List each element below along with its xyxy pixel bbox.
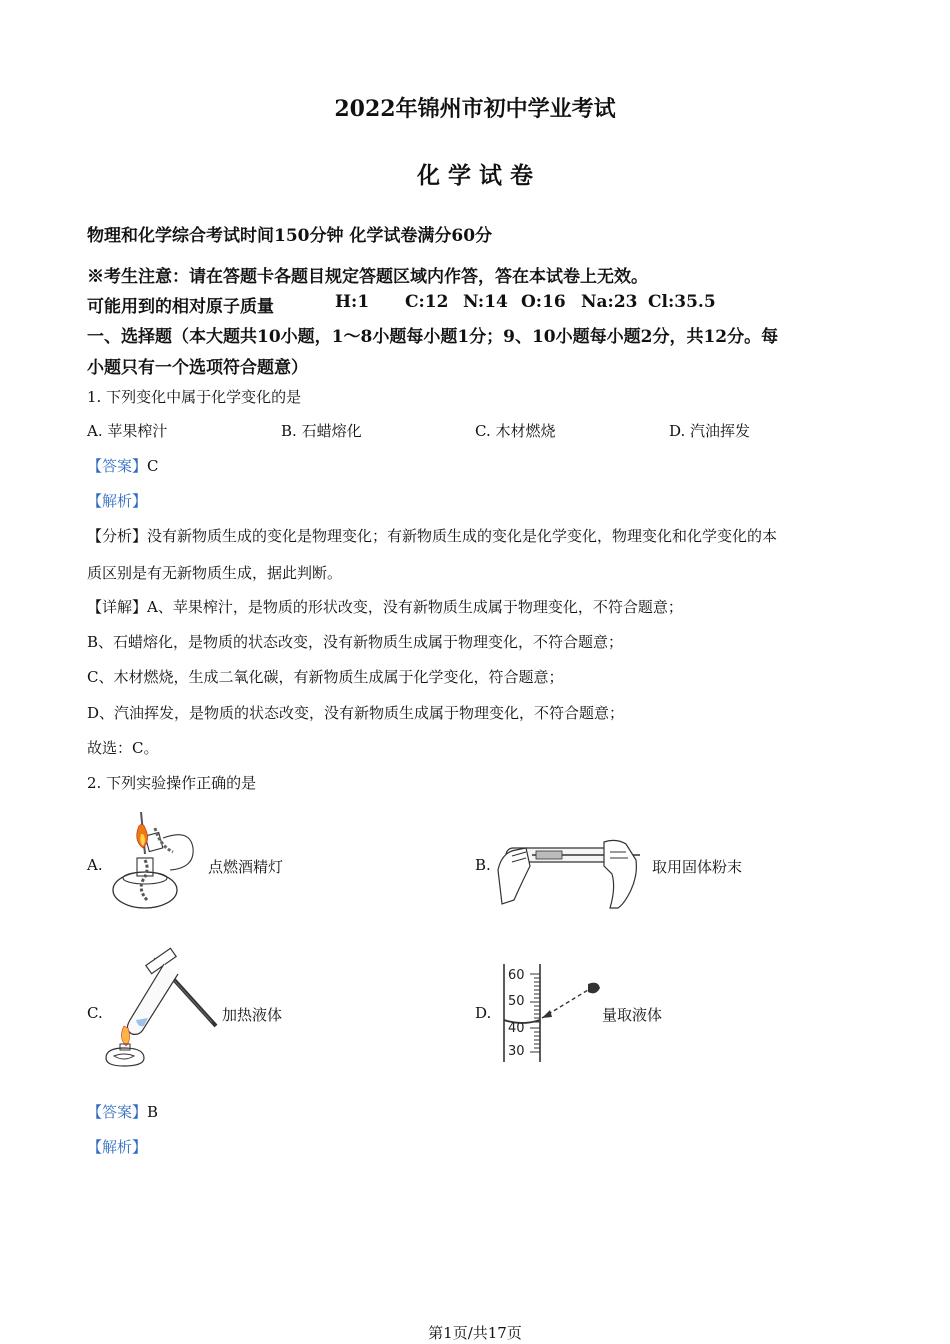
q1-analysis-tag: 【解析】 [87,492,148,510]
q1-detail-d: D、汽油挥发，是物质的状态改变，没有新物质生成属于物理变化，不符合题意； [87,704,625,722]
q1-fenxi-line1: 【分析】没有新物质生成的变化是物理变化；有新物质生成的变化是化学变化，物理变化和化学变化的本 [87,527,778,545]
section-heading-line1: 一、选择题（本大题共10小题，1～8小题每小题1分；9、10小题每小题2分，共12分。每 [87,327,779,347]
q1-detail-a: 【详解】A、苹果榨汁，是物质的形状改变，没有新物质生成属于物理变化，不符合题意； [87,598,683,616]
q2-option-b-text: 取用固体粉末 [652,858,743,876]
q2-option-d-letter: D. [475,1004,492,1022]
atomic-mass-o: O:16 [521,292,566,312]
exam-info: 物理和化学综合考试时间150分钟 化学试卷满分60分 [87,226,493,246]
q2-answer: 【答案】B [87,1103,159,1121]
atomic-mass-cl: Cl:35.5 [648,292,716,312]
q1-detail-c: C、木材燃烧，生成二氧化碳，有新物质生成属于化学变化，符合题意； [87,668,564,686]
q1-option-c: C. 木材燃烧 [475,422,556,440]
q1-option-d: D. 汽油挥发 [669,422,751,440]
cylinder-tick-30: 30 [508,1044,525,1059]
q2-option-a-text: 点燃酒精灯 [208,858,284,876]
atomic-mass-n: N:14 [463,292,508,312]
section-heading-line2: 小题只有一个选项符合题意） [87,358,308,378]
exam-subtitle: 化 学 试 卷 [416,162,534,189]
exam-notice: ※考生注意：请在答题卡各题目规定答题区域内作答，答在本试卷上无效。 [87,267,648,287]
alcohol-lamp-lighting-figure [105,808,205,913]
atomic-mass-c: C:12 [405,292,449,312]
atomic-mass-h: H:1 [335,292,370,312]
exam-title: 2022年锦州市初中学业考试 [334,96,616,122]
q2-stem: 2. 下列实验操作正确的是 [87,774,257,792]
q2-option-b-letter: B. [475,856,491,874]
q2-option-c-text: 加热液体 [222,1006,283,1024]
atomic-mass-label: 可能用到的相对原子质量 [87,297,274,317]
q1-answer: 【答案】C [87,457,159,475]
cylinder-tick-60: 60 [508,968,525,983]
q1-fenxi-line2: 质区别是有无新物质生成，据此判断。 [87,564,343,582]
powder-test-tube-figure [492,812,647,912]
cylinder-tick-40: 40 [508,1021,525,1036]
q1-conclusion: 故选：C。 [87,739,159,757]
q2-option-c-letter: C. [87,1004,103,1022]
atomic-mass-na: Na:23 [581,292,638,312]
q2-analysis-tag: 【解析】 [87,1138,148,1156]
q1-option-b: B. 石蜡熔化 [281,422,362,440]
graduated-cylinder-figure [500,962,610,1064]
page-number: 第1页/共17页 [428,1324,522,1342]
q2-option-a-letter: A. [87,856,103,874]
heating-liquid-figure [100,948,220,1066]
q2-option-d-text: 量取液体 [602,1006,663,1024]
q1-stem: 1. 下列变化中属于化学变化的是 [87,388,302,406]
cylinder-tick-50: 50 [508,994,525,1009]
q1-option-a: A. 苹果榨汁 [87,422,168,440]
q1-detail-b: B、石蜡熔化，是物质的状态改变，没有新物质生成属于物理变化，不符合题意； [87,633,624,651]
